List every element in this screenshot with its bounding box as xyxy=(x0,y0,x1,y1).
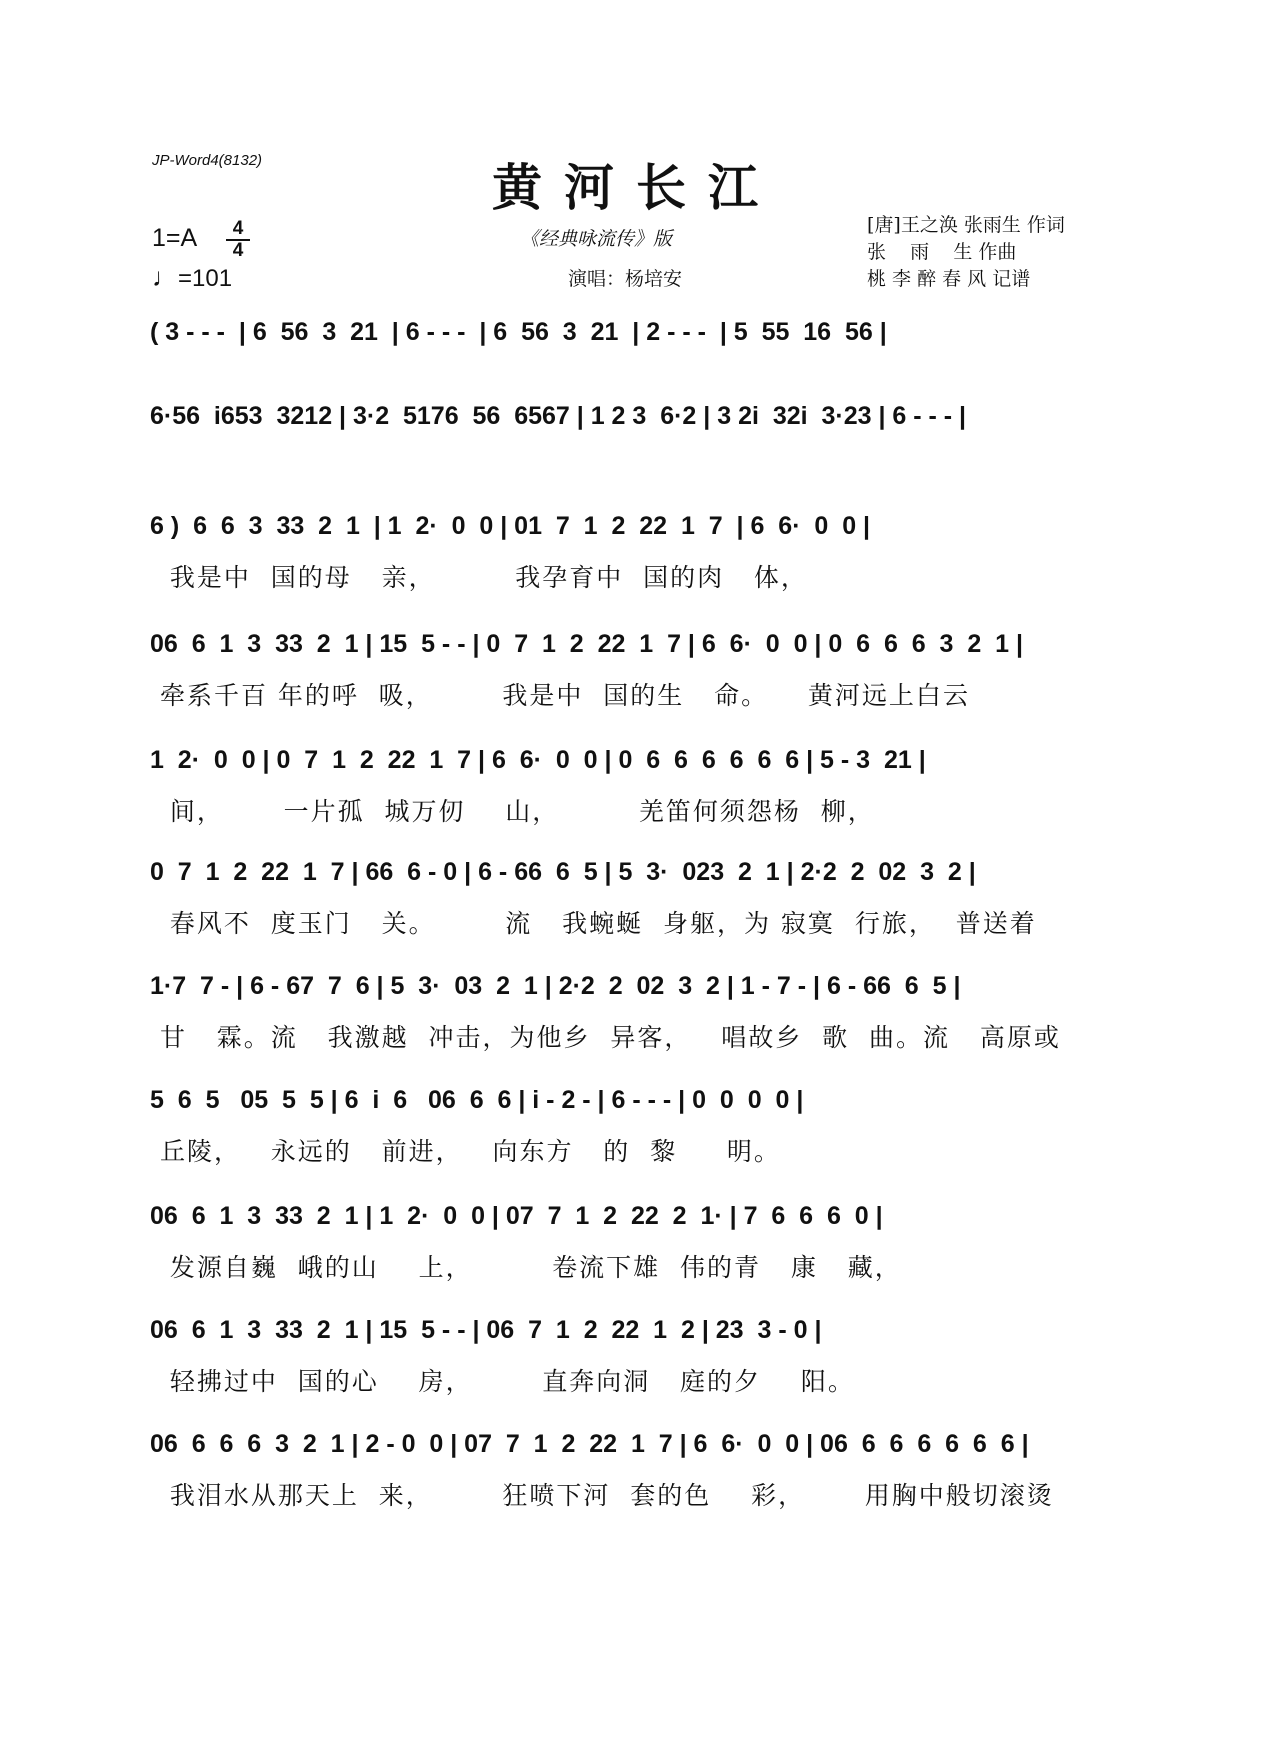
time-signature-top: 4 xyxy=(232,218,244,239)
tempo-value: =101 xyxy=(178,265,233,292)
lyric-line: 甘 霖。流 我激越 冲击，为他乡 异客， 唱故乡 歌 曲。流 高原或 xyxy=(150,1023,1061,1052)
notation-line: 06 6 1 3 33 2 1 | 1 2· 0 0 | 07 7 1 2 22 2 1· | 7 6 6 6 0 | xyxy=(150,1202,883,1230)
edition-label: 《经典咏流传》版 xyxy=(520,228,673,250)
lyric-line: 间， 一片孤 城万仞 山， 羌笛何须怨杨 柳， xyxy=(150,797,875,826)
notation-line: 06 6 1 3 33 2 1 | 15 5 - - | 06 7 1 2 22 1 2 | 23 3 - 0 | xyxy=(150,1316,822,1344)
notation-line: 6 ) 6 6 3 33 2 1 | 1 2· 0 0 | 01 7 1 2 22 1 7 | 6 6· 0 0 | xyxy=(150,512,871,540)
singer-label: 演唱：杨培安 xyxy=(568,268,683,290)
lyric-line: 轻拂过中 国的心 房， 直奔向洞 庭的夕 阳。 xyxy=(150,1367,855,1396)
time-signature-bottom: 4 xyxy=(232,240,244,261)
lyricist-credit: [唐]王之涣 张雨生 作词 xyxy=(867,214,1065,236)
notation-line: 1 2· 0 0 | 0 7 1 2 22 1 7 | 6 6· 0 0 | 0 6 6 6 6 6 6 | 5 - 3 21 | xyxy=(150,746,926,774)
notation-line: 0 7 1 2 22 1 7 | 66 6 - 0 | 6 - 66 6 5 | 5 3· 023 2 1 | 2·2 2 02 3 2 | xyxy=(150,858,976,886)
notation-line: 1·7 7 - | 6 - 67 7 6 | 5 3· 03 2 1 | 2·2 2 02 3 2 | 1 - 7 - | 6 - 66 6 5 | xyxy=(150,972,961,1000)
tempo-mark xyxy=(152,262,232,293)
lyric-line xyxy=(150,448,1135,488)
transcriber-credit: 桃 李 醉 春 风 记谱 xyxy=(867,268,1031,290)
lyric-line: 春风不 度玉门 关。 流 我蜿蜒 身躯，为 寂寞 行旅， 普送着 xyxy=(150,909,1037,938)
lyric-line: 牵系千百 年的呼 吸， 我是中 国的生 命。 黄河远上白云 xyxy=(150,681,970,710)
notation-line: 06 6 6 6 3 2 1 | 2 - 0 0 | 07 7 1 2 22 1 7 | 6 6· 0 0 | 06 6 6 6 6 6 6 | xyxy=(150,1430,1029,1458)
software-label: JP-Word4(8132) xyxy=(152,152,263,169)
lyric-line: 发源自巍 峨的山 上， 卷流下雄 伟的青 康 藏， xyxy=(150,1253,902,1282)
credits xyxy=(867,212,1065,293)
time-signature xyxy=(226,220,250,260)
quarter-note-icon: ♩ xyxy=(152,262,178,292)
lyric-line: 我是中 国的母 亲， 我孕育中 国的肉 体， xyxy=(150,563,808,592)
notation-line: ( 3 - - - | 6 56 3 21 | 6 - - - | 6 56 3 21 | 2 - - - | 5 55 16 56 | xyxy=(150,318,887,346)
song-title: 黄河长江 xyxy=(492,158,780,217)
lyric-line: 丘陵， 永远的 前进， 向东方 的 黎 明。 xyxy=(150,1137,781,1166)
notation-line: 5 6 5 05 5 5 | 6 i 6 06 6 6 | i - 2 - | 6 - - - | 0 0 0 0 | xyxy=(150,1086,804,1114)
lyric-line: 我泪水从那天上 来， 狂喷下河 套的色 彩， 用胸中般切滚烫 xyxy=(150,1481,1054,1510)
notation-line: 06 6 1 3 33 2 1 | 15 5 - - | 0 7 1 2 22 1 7 | 6 6· 0 0 | 0 6 6 6 3 2 1 | xyxy=(150,630,1023,658)
notation-line: 6·56 i653 3212 | 3·2 5176 56 6567 | 1 2 3 6·2 | 3 2i 32i 3·23 | 6 - - - | xyxy=(150,402,967,430)
key-signature: 1=A xyxy=(152,224,198,252)
composer-credit: 张 雨 生 作曲 xyxy=(867,241,1017,263)
